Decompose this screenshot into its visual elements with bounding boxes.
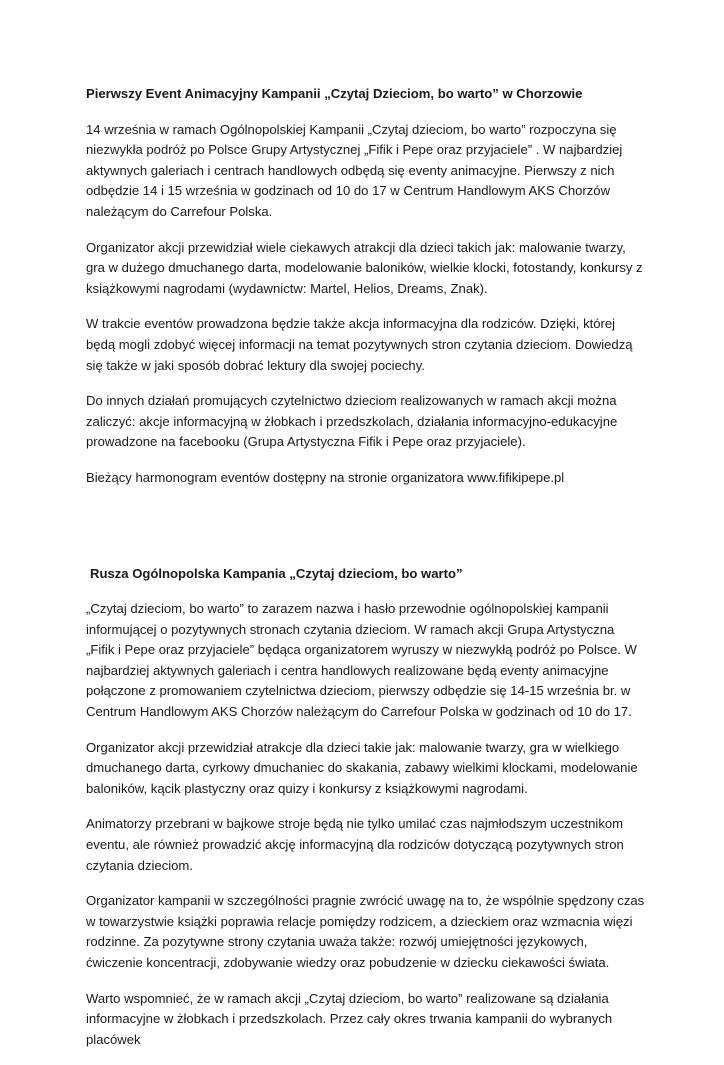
section-1-paragraph-4: Do innych działań promujących czytelnictwo dzieciom realizowanych w ramach akcji można zaliczyć: akcje informacyjną w żłobkach i przedszkolach, działania informacyjno-edukacyjne prowadzone na facebooku (Grupa Artystyczna Fifik i Pepe oraz przyjaciele). xyxy=(86,393,618,450)
section-2-paragraph-1: „Czytaj dzieciom, bo warto” to zarazem nazwa i hasło przewodnie ogólnopolskiej kampanii informującej o pozytywnych stronach czytania dzieciom. W ramach akcji Grupa Artystyczna „Fifik i Pepe oraz przyjaciele” będąca organizatorem wyruszy w niezwykłą podróż po Polsce. W najbardziej aktywnych galeriach i centra handlowych realizowane będą eventy animacyjne połączone z promowaniem czytelnictwa dzieciom, pierwszy odbędzie się 14-15 września br. w Centrum Handlowym AKS Chorzów należącym do Carrefour Polska w godzinach od 10 do 17. xyxy=(86,601,637,720)
section-1-paragraph-3: W trakcie eventów prowadzona będzie także akcja informacyjna dla rodziców. Dzięki, której będą mogli zdobyć więcej informacji na temat pozytywnych stron czytania dzieciom. Dowiedzą się także w jaki sposób dobrać lektury dla swojej pociechy. xyxy=(86,316,633,373)
section-1-paragraph-5: Bieżący harmonogram eventów dostępny na stronie organizatora www.fifikipepe.pl xyxy=(86,469,565,485)
section-2-title: Rusza Ogólnopolska Kampania „Czytaj dzieciom, bo warto” xyxy=(90,565,463,581)
section-1-title: Pierwszy Event Animacyjny Kampanii „Czytaj Dzieciom, bo warto” w Chorzowie xyxy=(86,86,583,101)
section-1-paragraph-1: 14 września w ramach Ogólnopolskiej Kampanii „Czytaj dzieciom, bo warto” rozpoczyna się niezwykła podróż po Polsce Grupy Artystycznej „Fifik i Pepe oraz przyjaciele” . W najbardziej aktywnych galeriach i centrach handlowych odbędą się eventy animacyjne. Pierwszy z nich odbędzie 14 i 15 września w godzinach od 10 do 17 w Centrum Handlowym AKS Chorzów należącym do Carrefour Polska. xyxy=(86,121,623,219)
section-1-paragraph-2: Organizator akcji przewidział wiele ciekawych atrakcji dla dzieci takich jak: malowanie twarzy, gra w dużego dmuchanego darta, modelowanie baloników, wielkie klocki, fotostandy, konkursy z książkowymi nagrodami (wydawnictw: Martel, Helios, Dreams, Znak). xyxy=(86,239,643,296)
section-2-paragraph-4: Organizator kampanii w szczególności pragnie zwrócić uwagę na to, że wspólnie spędzony czas w towarzystwie książki poprawia relacje pomiędzy rodzicem, a dzieckiem oraz wzmacnia więzi rodzinne. Za pozytywne strony czytania uważa także: rozwój umiejętności językowych, ćwiczenie koncentracji, zdobywanie wiedzy oraz pobudzenie w dziecku ciekawości świata. xyxy=(86,893,645,970)
section-spacer xyxy=(86,504,646,564)
section-2-paragraph-5: Warto wspomnieć, że w ramach akcji „Czytaj dzieciom, bo warto” realizowane są działania informacyjne w żłobkach i przedszkolach. Przez cały okres trwania kampanii do wybranych placówek xyxy=(86,990,613,1047)
section-2-paragraph-2: Organizator akcji przewidział atrakcje dla dzieci takie jak: malowanie twarzy, gra w wielkiego dmuchanego darta, cyrkowy dmuchaniec do skakania, zabawy wielkimi klockami, modelowanie baloników, kącik plastyczny oraz quizy i konkursy z książkowymi nagrodami. xyxy=(86,739,638,796)
document-page xyxy=(86,84,646,1065)
section-2-paragraph-3: Animatorzy przebrani w bajkowe stroje będą nie tylko umilać czas najmłodszym uczestnikom eventu, ale również prowadzić akcję informacyjną dla rodziców dotyczącą pozytywnych stron czytania dzieciom. xyxy=(86,816,624,873)
